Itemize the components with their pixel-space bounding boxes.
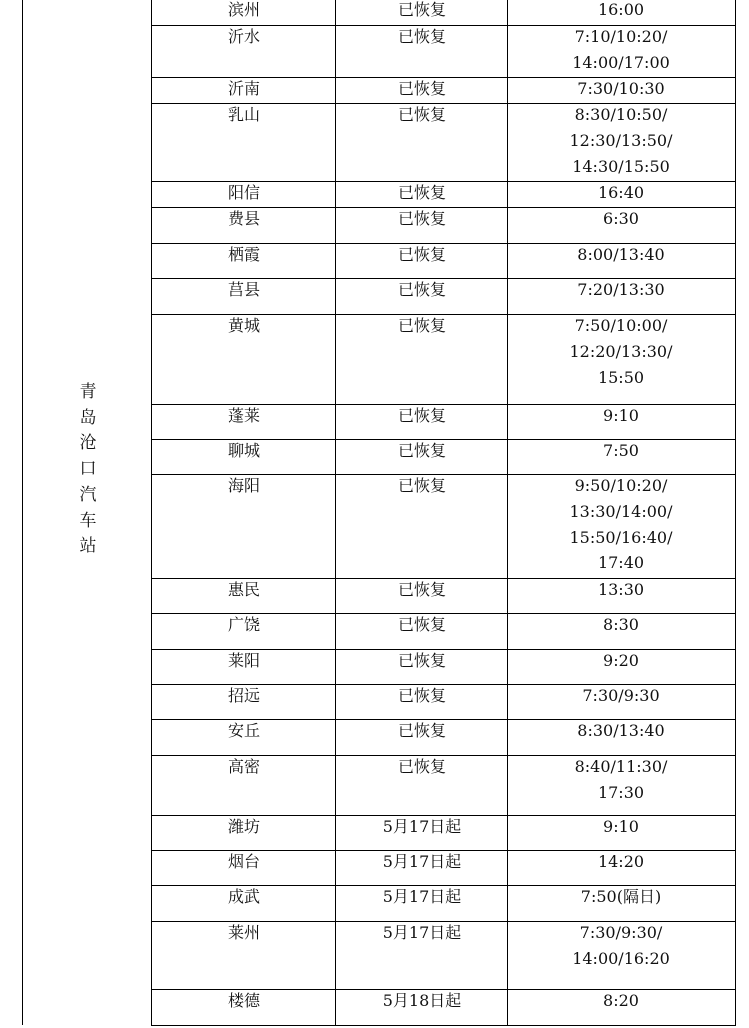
departure-time-line: 12:20/13:30/ [569,341,673,361]
status-cell: 已恢复 [397,686,446,705]
departure-time-line: 17:40 [597,553,645,573]
city-cell: 广饶 [227,615,260,634]
city-cell: 招远 [227,686,260,705]
city-cell: 莱阳 [227,651,260,670]
status-cell: 已恢复 [397,209,446,228]
departure-time-line: 6:30 [603,209,639,228]
departure-times-cell [508,242,734,268]
departure-time-line: 15:50/16:40/ [569,527,673,547]
status-cell: 5月17日起 [382,817,462,836]
departure-times-cell [508,754,734,806]
city-cell: 潍坊 [227,817,260,836]
city-cell: 莒县 [227,280,260,299]
station-name-cell [70,380,106,560]
departure-time-line: 14:30/15:50 [572,156,670,176]
status-cell: 已恢复 [397,245,446,264]
departure-times-cell [508,814,734,840]
city-cell: 黄城 [227,316,260,335]
departure-time-line: 7:50 [603,441,639,460]
status-cell: 已恢复 [397,27,446,46]
city-cell: 成武 [227,887,260,906]
status-cell: 已恢复 [397,280,446,299]
city-cell: 沂南 [227,79,260,98]
status-cell: 已恢复 [397,757,446,776]
departure-times-cell [508,473,734,576]
status-cell: 已恢复 [397,316,446,335]
city-cell: 惠民 [227,580,260,599]
departure-time-line: 7:20/13:30 [577,280,665,299]
status-cell: 已恢复 [397,476,446,495]
city-cell: 费县 [227,209,260,228]
city-cell: 莱州 [227,923,260,942]
status-cell: 5月17日起 [382,923,462,942]
city-cell: 聊城 [227,441,260,460]
city-cell: 栖霞 [227,245,260,264]
status-cell: 5月17日起 [382,887,462,906]
city-cell: 高密 [227,757,260,776]
departure-times-cell [508,24,734,76]
departure-times-cell [508,102,734,179]
departure-times-cell [508,648,734,674]
status-cell: 已恢复 [397,651,446,670]
status-cell: 已恢复 [397,105,446,124]
departure-time-line: 7:50/10:00/ [574,316,668,335]
departure-time-line: 9:10 [603,817,639,836]
departure-time-line: 14:00/17:00 [572,52,670,72]
departure-time-line: 16:40 [597,183,645,202]
status-cell: 已恢复 [397,721,446,740]
departure-time-line: 7:50(隔日) [580,887,662,906]
city-cell: 蓬莱 [227,406,260,425]
departure-times-cell [508,206,734,232]
city-cell: 沂水 [227,27,260,46]
departure-time-line: 7:30/9:30 [582,686,660,705]
city-cell: 烟台 [227,852,260,871]
status-cell: 已恢复 [397,406,446,425]
departure-time-line: 16:00 [597,0,645,19]
departure-time-line: 9:20 [603,651,639,670]
status-cell: 已恢复 [397,615,446,634]
departure-times-cell [508,920,734,972]
station-name-char: 车 [79,510,97,531]
departure-times-cell [508,76,734,102]
departure-times-cell [508,988,734,1014]
departure-time-line: 7:30/9:30/ [579,923,663,942]
station-name-char: 沧 [79,433,97,454]
city-cell: 海阳 [227,476,260,495]
departure-times-cell [508,313,734,390]
departure-time-line: 9:50/10:20/ [574,476,668,495]
departure-time-line: 14:20 [597,852,645,871]
city-cell: 安丘 [227,721,260,740]
station-name-char: 青 [79,382,97,402]
departure-times-cell [508,884,734,910]
departure-time-line: 9:10 [603,406,639,425]
departure-times-cell [508,438,734,464]
status-cell: 已恢复 [397,580,446,599]
city-cell: 阳信 [227,183,260,202]
departure-time-line: 8:00/13:40 [577,245,665,264]
status-cell: 5月17日起 [382,852,462,871]
status-cell: 已恢复 [397,0,446,19]
departure-times-cell [508,849,734,875]
departure-times-cell [508,403,734,429]
status-cell: 已恢复 [397,441,446,460]
table-right-border [735,0,736,1025]
departure-time-line: 8:40/11:30/ [574,757,668,776]
departure-time-line: 8:20 [603,991,639,1010]
status-cell: 已恢复 [397,79,446,98]
status-cell: 5月18日起 [382,991,462,1010]
departure-times-cell [508,612,734,638]
departure-time-line: 17:30 [597,782,645,802]
departure-time-line: 13:30 [597,580,645,599]
station-name-char: 岛 [79,407,97,428]
departure-time-line: 8:30/13:40 [577,721,665,740]
departure-times-cell [508,718,734,744]
departure-time-line: 15:50 [597,367,645,387]
departure-time-line: 13:30/14:00/ [569,501,673,521]
departure-time-line: 7:10/10:20/ [574,27,668,46]
departure-time-line: 7:30/10:30 [577,79,665,98]
departure-times-cell [508,277,734,303]
departure-time-line: 12:30/13:50/ [569,130,673,150]
station-name-char: 口 [79,459,97,480]
departure-time-line: 14:00/16:20 [572,948,670,968]
departure-times-cell [508,577,734,603]
departure-times-cell [508,180,734,206]
station-name-char: 站 [79,536,97,557]
status-cell: 已恢复 [397,183,446,202]
departure-times-cell [508,683,734,709]
table-left-border [22,0,23,1025]
table-bottom-border [151,1025,736,1026]
departure-time-line: 8:30 [603,615,639,634]
station-name-char: 汽 [79,484,97,505]
departure-times-cell [508,0,734,23]
departure-time-line: 8:30/10:50/ [574,105,668,124]
city-cell: 乳山 [227,105,260,124]
city-cell: 滨州 [227,0,260,19]
city-cell: 楼德 [227,991,260,1010]
